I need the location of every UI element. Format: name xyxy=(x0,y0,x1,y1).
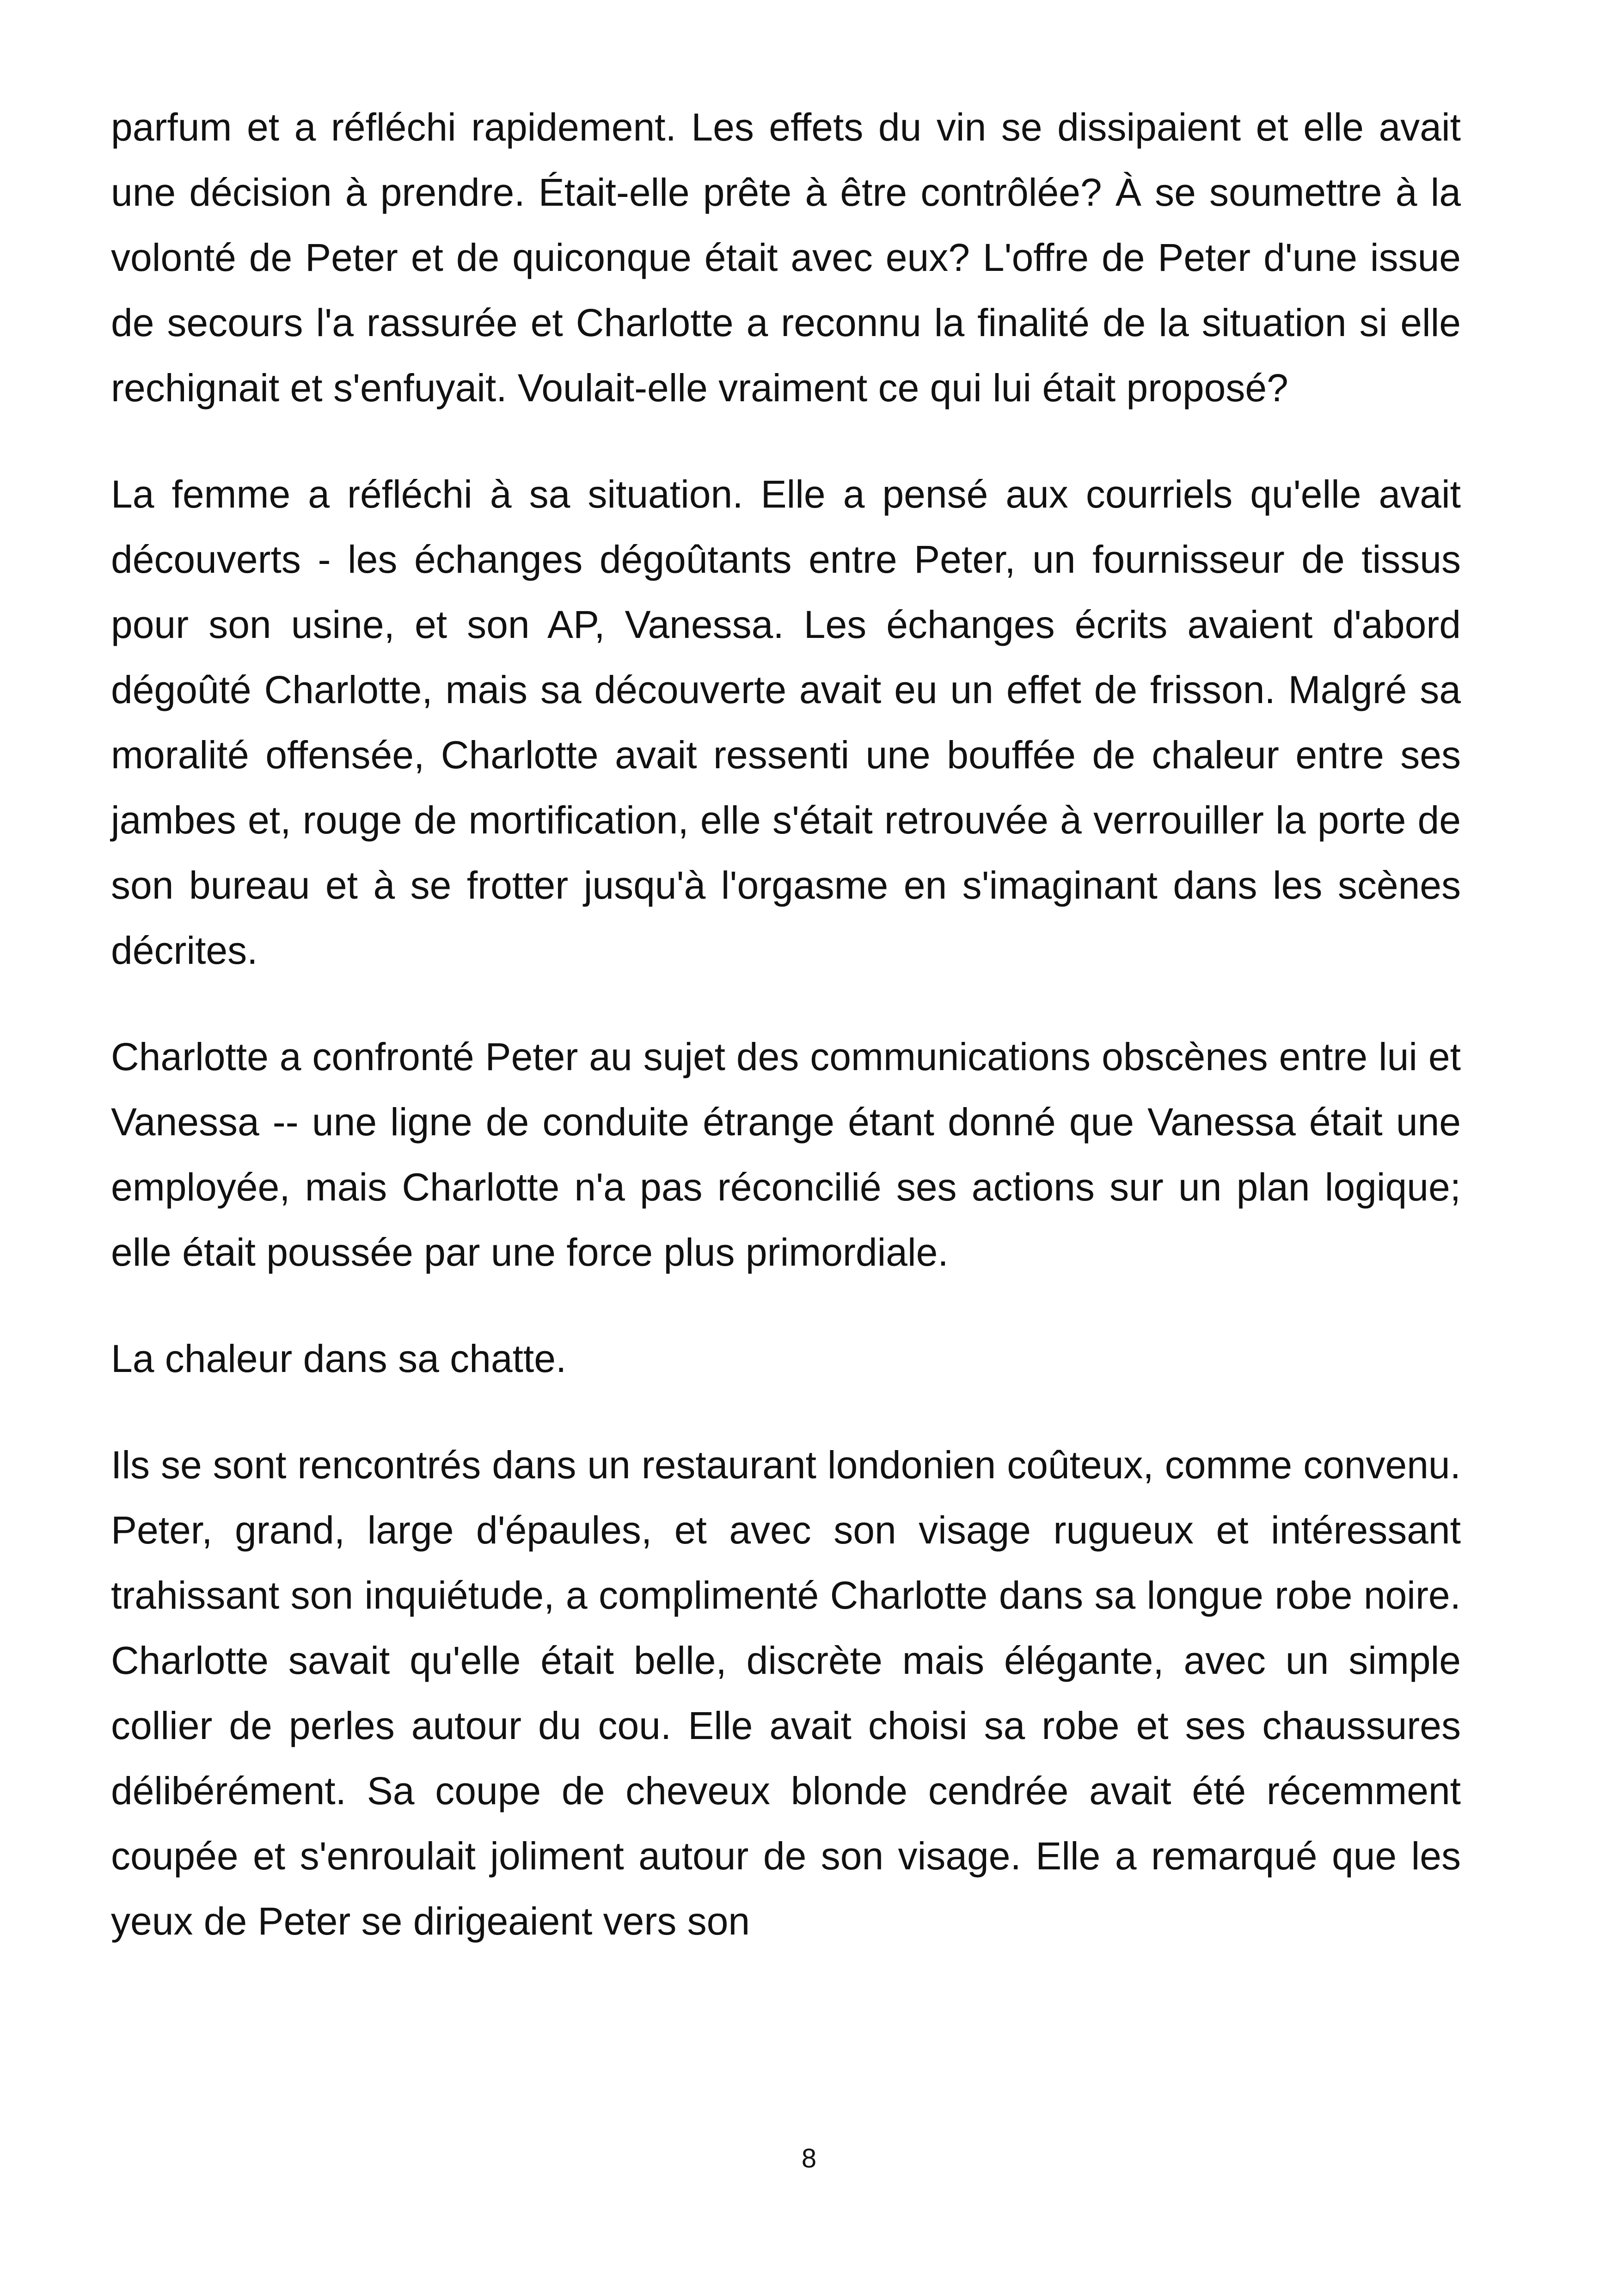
paragraph-2: La femme a réfléchi à sa situation. Elle a pensé aux courriels qu'elle avait découverts - les échanges dégoûtants entre Peter, un fournisseur de tissus pour son usine, et son AP, Vanessa. Les échanges écrits avaient d'abord dégoûté Charlotte, mais sa découverte avait eu un effet de frisson. Malgré sa moralité offensée, Charlotte avait ressenti une bouffée de chaleur entre ses jambes et, rouge de mortification, elle s'était retrouvée à verrouiller la porte de son bureau et à se frotter jusqu'à l'orgasme en s'imaginant dans les scènes décrites. xyxy=(111,472,1461,972)
page-number: 8 xyxy=(801,2143,817,2174)
paragraph-1: parfum et a réfléchi rapidement. Les effets du vin se dissipaient et elle avait une décision à prendre. Était-elle prête à être contrôlée? À se soumettre à la volonté de Peter et de quiconque était avec eux? L'offre de Peter d'une issue de secours l'a rassurée et Charlotte a reconnu la finalité de la situation si elle rechignait et s'enfuyait. Voulait-elle vraiment ce qui lui était proposé? xyxy=(111,105,1461,410)
paragraph-4: La chaleur dans sa chatte. xyxy=(111,1337,567,1380)
body-text xyxy=(111,95,1461,1995)
paragraph-5: Ils se sont rencontrés dans un restaurant londonien coûteux, comme convenu. Peter, grand, large d'épaules, et avec son visage rugueux et intéressant trahissant son inquiétude, a complimenté Charlotte dans sa longue robe noire. Charlotte savait qu'elle était belle, discrète mais élégante, avec un simple collier de perles autour du cou. Elle avait choisi sa robe et ses chaussures délibérément. Sa coupe de cheveux blonde cendrée avait été récemment coupée et s'enroulait joliment autour de son visage. Elle a remarqué que les yeux de Peter se dirigeaient vers son xyxy=(111,1443,1461,1943)
paragraph-3: Charlotte a confronté Peter au sujet des communications obscènes entre lui et Vanessa -- une ligne de conduite étrange étant donné que Vanessa était une employée, mais Charlotte n'a pas réconcilié ses actions sur un plan logique; elle était poussée par une force plus primordiale. xyxy=(111,1035,1461,1274)
